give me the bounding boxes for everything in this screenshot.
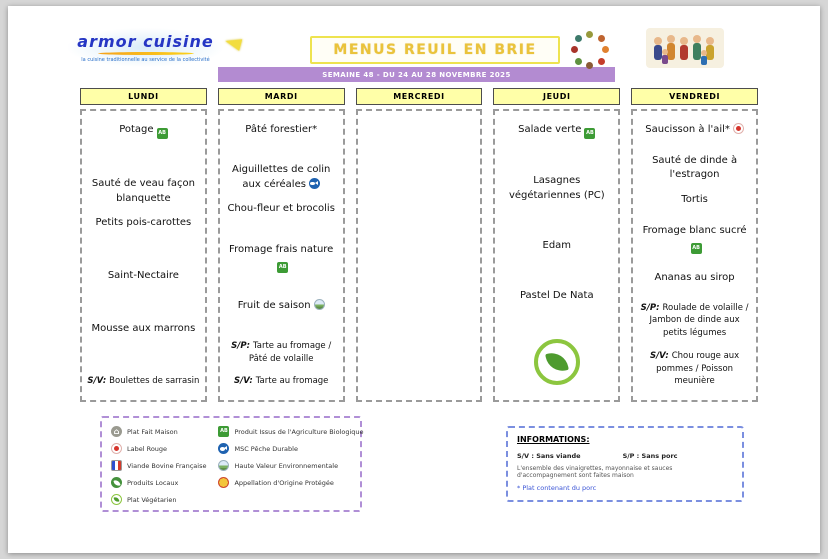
day-body <box>356 109 483 402</box>
menu-group <box>224 340 339 388</box>
menu-group <box>637 302 752 389</box>
menu-columns <box>80 88 758 402</box>
legend-entry <box>218 460 363 471</box>
menu-item-label: Fromage frais nature <box>229 243 334 255</box>
menu-group <box>499 123 614 139</box>
family-illustration <box>646 28 724 68</box>
legend-entry <box>111 494 206 505</box>
menu-page <box>8 6 820 553</box>
menu-item <box>499 174 614 203</box>
substitute-note <box>224 340 339 366</box>
menu-item-label: Saucisson à l'ail* <box>645 124 730 135</box>
day-column-lundi <box>80 88 207 402</box>
menu-group <box>86 322 201 337</box>
menu-item-label: Roulade de volaille / Jambon de dinde aux petits légumes <box>649 302 749 338</box>
legend-entry <box>218 426 363 437</box>
sv-abbreviation: S/V : Sans viande <box>517 452 581 460</box>
menu-group <box>499 239 614 254</box>
brand-tagline: la cuisine traditionnelle au service de la collectivité <box>81 57 210 63</box>
day-body <box>493 109 620 402</box>
menu-group <box>224 243 339 274</box>
label-rouge-icon <box>111 443 122 454</box>
menu-item <box>86 269 201 284</box>
hve-icon <box>218 460 229 471</box>
menu-group <box>86 177 201 231</box>
vbf-icon <box>111 460 122 471</box>
substitute-note <box>637 350 752 388</box>
menu-group <box>86 123 201 139</box>
menu-group <box>86 375 201 388</box>
menu-item <box>224 299 339 314</box>
menu-item-label: Mousse aux marrons <box>91 323 196 335</box>
menu-item-label: Pâté forestier* <box>245 124 318 135</box>
menu-item <box>637 193 752 208</box>
menu-group <box>637 224 752 255</box>
legend-column-left <box>111 426 206 502</box>
substitute-prefix: S/V: <box>649 350 672 361</box>
substitute-note <box>637 302 752 340</box>
day-header: MERCREDI <box>356 88 483 105</box>
veggie-icon <box>534 339 580 385</box>
bio-icon: AB <box>584 128 595 139</box>
legend-label: MSC Pêche Durable <box>234 444 298 453</box>
sauces-note: L'ensemble des vinaigrettes, mayonnaise et sauces d'accompagnement sont faites maison <box>517 465 673 479</box>
menu-item-label: Petits pois-carottes <box>95 217 192 229</box>
day-column-jeudi <box>493 88 620 402</box>
legend-label: Plat Végétarien <box>127 495 177 504</box>
menu-item-label: Chou rouge aux pommes / Poisson meunière <box>656 350 740 387</box>
aop-icon <box>218 477 229 488</box>
pork-note: * Plat contenant du porc <box>517 484 597 492</box>
menu-group <box>224 299 339 314</box>
informations-box <box>506 426 744 502</box>
legend-column-right <box>218 426 363 502</box>
menu-group <box>224 163 339 217</box>
day-header: VENDREDI <box>631 88 758 105</box>
fait-maison-icon: ⌂ <box>111 426 122 437</box>
substitute-prefix: S/P: <box>640 302 663 313</box>
day-header: LUNDI <box>80 88 207 105</box>
menu-item <box>224 123 339 138</box>
menu-item <box>637 271 752 286</box>
msc-icon <box>218 443 229 454</box>
menu-item-label: Fromage blanc sucré <box>642 224 747 236</box>
menu-item-label: Saint-Nectaire <box>107 270 179 282</box>
day-header: MARDI <box>218 88 345 105</box>
legend-entry <box>111 460 206 471</box>
week-banner: SEMAINE 48 - DU 24 AU 28 NOVEMBRE 2025 <box>218 67 615 82</box>
substitute-prefix: S/V: <box>87 376 110 387</box>
legend-label: Haute Valeur Environnementale <box>234 461 339 470</box>
legend-label: Appellation d'Origine Protégée <box>234 478 334 487</box>
legend-label: Plat Fait Maison <box>127 427 178 436</box>
menu-item <box>637 154 752 183</box>
day-body <box>218 109 345 402</box>
people-circle-logo <box>568 28 612 72</box>
menu-group <box>637 154 752 208</box>
bio-icon: AB <box>691 243 702 254</box>
menu-group <box>499 174 614 203</box>
legend-label: Produits Locaux <box>127 478 179 487</box>
yellow-arrow-decoration <box>224 35 243 51</box>
substitute-prefix: S/V: <box>233 376 256 387</box>
legend-entry <box>111 443 206 454</box>
menu-item <box>499 123 614 139</box>
menu-item <box>224 243 339 274</box>
menu-item-label: Boulettes de sarrasin <box>109 376 200 387</box>
menu-item-label: Chou-fleur et brocolis <box>227 203 335 215</box>
menu-item <box>86 177 201 206</box>
menu-item-label: Sauté de dinde à l'estragon <box>652 154 738 181</box>
menu-item-label: Lasagnes végétariennes (PC) <box>508 175 605 201</box>
menu-item <box>637 123 752 138</box>
menu-item-label: Aiguillettes de colin aux céréales <box>232 164 331 190</box>
menu-item-label: Salade verte <box>518 124 582 135</box>
menu-item <box>637 224 752 255</box>
title-box <box>310 36 560 64</box>
msc-icon <box>309 178 320 189</box>
bio-icon: AB <box>277 262 288 273</box>
substitute-prefix: S/P: <box>231 340 253 351</box>
menu-group <box>499 289 614 304</box>
substitute-note <box>86 375 201 388</box>
legend-entry <box>111 477 206 488</box>
local-icon <box>111 477 122 488</box>
menu-item <box>499 289 614 304</box>
legend-entry <box>218 477 363 488</box>
menu-group <box>637 123 752 138</box>
menu-item <box>224 163 339 192</box>
menu-item-label: Potage <box>119 124 154 135</box>
legend-label: Produit Issus de l'Agriculture Biologique <box>234 427 364 436</box>
day-column-vendredi <box>631 88 758 402</box>
bio-icon: AB <box>157 128 168 139</box>
menu-group <box>637 271 752 286</box>
menu-item-label: Ananas au sirop <box>654 271 735 283</box>
legend-label: Label Rouge <box>127 444 168 453</box>
menu-item-label: Fruit de saison <box>237 300 311 312</box>
menu-item-label: Edam <box>542 239 572 251</box>
legend-box <box>100 416 362 512</box>
day-column-mardi <box>218 88 345 402</box>
legend-label: Viande Bovine Française <box>127 461 207 470</box>
menu-item <box>499 239 614 254</box>
menu-item <box>224 202 339 217</box>
legend-entry <box>111 426 206 437</box>
menu-item-label: Sauté de veau façon blanquette <box>91 178 195 204</box>
menu-item <box>86 216 201 231</box>
legend-entry <box>218 443 363 454</box>
informations-title: INFORMATIONS: <box>517 435 590 444</box>
bio-icon: AB <box>218 426 229 437</box>
brand-swoosh-decoration <box>98 52 194 55</box>
day-column-mercredi <box>356 88 483 402</box>
menu-item <box>86 322 201 337</box>
menu-group <box>499 339 614 389</box>
page-title: MENUS REUIL EN BRIE <box>333 42 537 58</box>
day-body <box>80 109 207 402</box>
day-body <box>631 109 758 402</box>
menu-item-label: Tortis <box>681 193 708 205</box>
menu-item-label: Tarte au fromage / Pâté de volaille <box>248 340 332 364</box>
menu-item-label: Tarte au fromage <box>255 376 329 387</box>
menu-item <box>499 339 614 389</box>
label-rouge-icon <box>733 123 744 134</box>
brand-name: armor cuisine <box>77 32 214 51</box>
day-header: JEUDI <box>493 88 620 105</box>
veggie-icon <box>111 494 122 505</box>
menu-item <box>86 123 201 139</box>
hve-icon <box>314 299 325 310</box>
menu-group <box>224 123 339 138</box>
abbreviations-line <box>517 452 733 460</box>
menu-group <box>86 269 201 284</box>
brand-logo <box>68 28 223 67</box>
sp-abbreviation: S/P : Sans porc <box>622 452 678 460</box>
substitute-note <box>224 375 339 388</box>
menu-item-label: Pastel De Nata <box>519 289 594 301</box>
